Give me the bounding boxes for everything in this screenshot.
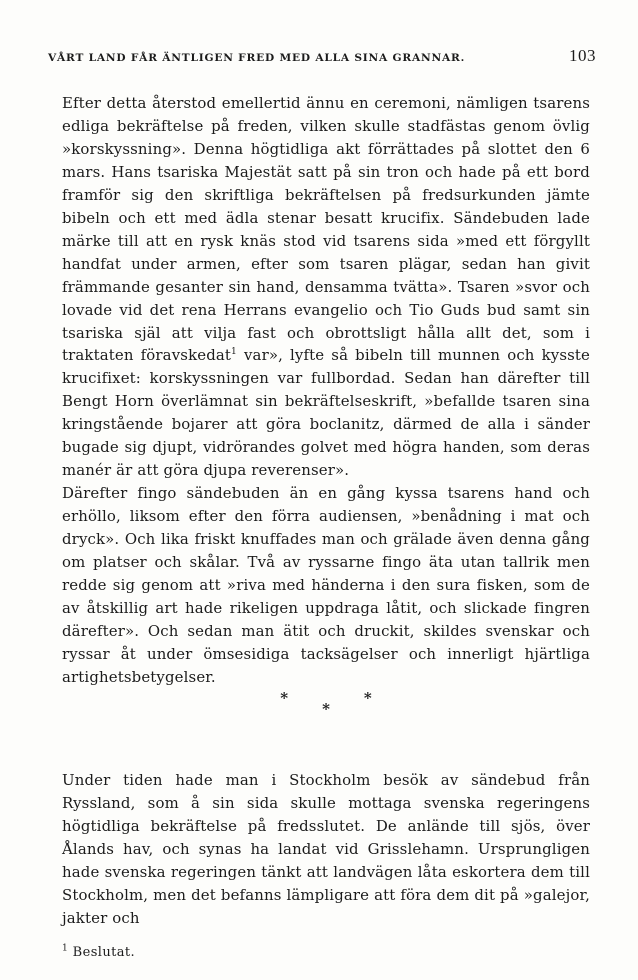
paragraph-3: Under tiden hade man i Stockholm besök av sändebud från Ryssland, som å sin sida skulle mottaga svenska regeringens högtidliga bekräftelse på fredsslutet. De anlände till sjös, över Ålands hav, och synas ha landat vid Grisslehamn. Ursprungligen hade svenska regeringen tänkt att landvägen låta eskortera dem till Stockholm, men det befanns lämpligare att föra dem dit på »galejor, jakter och — [62, 770, 590, 927]
asterisk-1: * — [280, 688, 289, 707]
paragraph-1-text: Efter detta återstod emellertid ännu en ceremoni, nämligen tsarens edliga bekräftelse på freden, vilken skulle stadfästas genom övlig »korskyssning». Denna högtidliga akt förrättades på slottet den 6 mars. Hans tsariska Majestät satt på sin tron och hade på ett bord framför sig den skriftliga bekräftelsen på fredsurkunden jämte bibeln och ett med ädla stenar besatt krucifix. Sändebuden lade märke till att en rysk knäs stod vid tsarens sida »med ett förgyllt handfat under armen, efter som tsaren plägar, sedan han givit främmande gesanter sin hand, densamma tvätta». Tsaren »svor och lovade vid det rena Herrans evangelio och Tio Guds bud samt sin tsariska själ att vilja fast och obrottsligt hålla allt det, som i traktaten föravskedat — [62, 94, 590, 365]
paragraph-2: Därefter fingo sändebuden än en gång kyssa tsarens hand och erhöllo, liksom efter den förra audiensen, »benådning i mat och dryck». Och lika friskt knuffades man och grälade även denna gång om platser och skålar. Två av ryssarne fingo äta utan tallrik men redde sig genom att »riva med händerna i den sura fisken, som de av åtskillig art hade rikeligen uppdraga låtit, och slickade fingren därefter». Och sedan man ätit och druckit, skildes svenskar och ryssar åt under ömsesidiga tacksägelser och innerligt hjärtliga artighetsbetygelser. — [62, 484, 590, 686]
paragraph-1-text-continued: var», lyfte så bibeln till munnen och kysste krucifixet: korskyssningen var fullbordad. Sedan han därefter till Bengt Horn överlämnat sin bekräftelseskrift, »befallde tsaren sina kringstående bojarer att göra boclanitz, därmed de alla i sänder bugade sig djupt, vidrörandes golvet med högra handen, som deras manér är att göra djupa reverenser». — [62, 346, 590, 480]
footnote-reference: 1 — [231, 347, 237, 358]
page-number: 103 — [569, 46, 596, 65]
footnote — [62, 945, 590, 960]
asterisk-2: * — [322, 699, 330, 718]
running-head: VÅRT LAND FÅR ÄNTLIGEN FRED MED ALLA SINA GRANNAR. — [48, 52, 466, 64]
paragraph-1 — [62, 92, 590, 482]
body-text — [62, 92, 590, 960]
section-break-asterism — [62, 689, 590, 733]
asterisk-3: * — [363, 688, 372, 707]
footnote-mark: 1 — [62, 944, 69, 955]
footnote-text: Beslutat. — [68, 945, 136, 961]
page-header — [48, 46, 596, 74]
book-page — [48, 46, 596, 961]
